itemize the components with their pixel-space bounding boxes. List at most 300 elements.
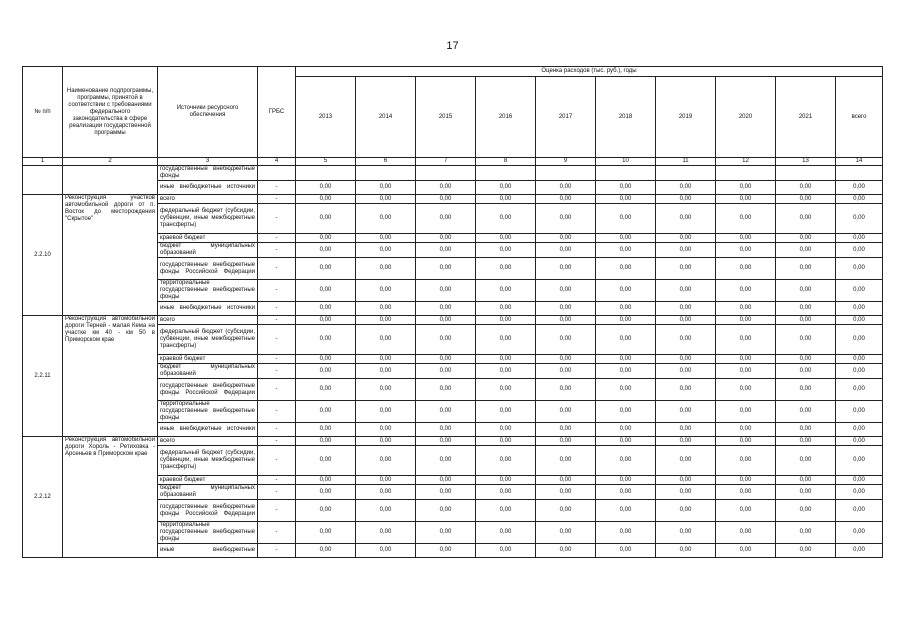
value-cell: 0,00 bbox=[356, 379, 416, 401]
value-cell: 0,00 bbox=[716, 446, 776, 476]
value-cell: 0,00 bbox=[476, 364, 536, 379]
value-cell: 0,00 bbox=[656, 204, 716, 234]
value-cell: 0,00 bbox=[776, 423, 836, 437]
column-number: 10 bbox=[596, 158, 656, 166]
source-cell: государственные внебюджетные фонды bbox=[158, 166, 258, 181]
value-cell: 0,00 bbox=[716, 544, 776, 558]
value-cell: 0,00 bbox=[476, 401, 536, 423]
value-cell: 0,00 bbox=[356, 195, 416, 204]
value-cell: 0,00 bbox=[416, 401, 476, 423]
value-cell: 0,00 bbox=[596, 485, 656, 500]
grbs-cell: - bbox=[258, 364, 296, 379]
grbs-cell: - bbox=[258, 258, 296, 280]
value-cell: 0,00 bbox=[476, 204, 536, 234]
value-cell: 0,00 bbox=[776, 522, 836, 544]
value-cell: 0,00 bbox=[356, 302, 416, 316]
value-cell: 0,00 bbox=[476, 544, 536, 558]
value-cell: 0,00 bbox=[776, 446, 836, 476]
value-cell: 0,00 bbox=[716, 364, 776, 379]
value-cell: 0,00 bbox=[836, 195, 883, 204]
value-cell: 0,00 bbox=[416, 544, 476, 558]
value-cell: 0,00 bbox=[296, 485, 356, 500]
value-cell: 0,00 bbox=[476, 181, 536, 195]
value-cell: 0,00 bbox=[416, 204, 476, 234]
source-cell: федеральный бюджет (субсидии, субвенции, иные межбюджетные трансферты) bbox=[158, 204, 258, 234]
value-cell: 0,00 bbox=[536, 258, 596, 280]
value-cell: 0,00 bbox=[536, 401, 596, 423]
source-cell: государственные внебюджетные фонды Российской Федерации bbox=[158, 258, 258, 280]
value-cell: 0,00 bbox=[836, 364, 883, 379]
page-number: 17 bbox=[446, 40, 459, 52]
value-cell: 0,00 bbox=[416, 437, 476, 446]
value-cell: 0,00 bbox=[416, 522, 476, 544]
value-cell bbox=[836, 166, 883, 181]
value-cell: 0,00 bbox=[476, 302, 536, 316]
value-cell: 0,00 bbox=[656, 423, 716, 437]
value-cell: 0,00 bbox=[656, 280, 716, 302]
value-cell: 0,00 bbox=[536, 364, 596, 379]
value-cell bbox=[476, 166, 536, 181]
value-cell: 0,00 bbox=[596, 364, 656, 379]
column-number: 7 bbox=[416, 158, 476, 166]
value-cell: 0,00 bbox=[416, 258, 476, 280]
value-cell: 0,00 bbox=[596, 500, 656, 522]
value-cell: 0,00 bbox=[596, 423, 656, 437]
value-cell: 0,00 bbox=[656, 437, 716, 446]
source-cell: иные внебюджетные bbox=[158, 544, 258, 558]
value-cell: 0,00 bbox=[476, 280, 536, 302]
value-cell: 0,00 bbox=[596, 258, 656, 280]
value-cell: 0,00 bbox=[836, 476, 883, 485]
value-cell: 0,00 bbox=[536, 243, 596, 258]
header-year: 2017 bbox=[536, 77, 596, 158]
grbs-cell: - bbox=[258, 325, 296, 355]
value-cell: 0,00 bbox=[356, 437, 416, 446]
value-cell: 0,00 bbox=[416, 316, 476, 325]
source-cell: федеральный бюджет (субсидии, субвенции, иные межбюджетные трансферты) bbox=[158, 325, 258, 355]
value-cell: 0,00 bbox=[716, 204, 776, 234]
value-cell: 0,00 bbox=[536, 423, 596, 437]
value-cell: 0,00 bbox=[296, 302, 356, 316]
value-cell: 0,00 bbox=[716, 500, 776, 522]
value-cell: 0,00 bbox=[476, 325, 536, 355]
value-cell: 0,00 bbox=[416, 195, 476, 204]
value-cell: 0,00 bbox=[536, 234, 596, 243]
value-cell: 0,00 bbox=[836, 437, 883, 446]
value-cell: 0,00 bbox=[716, 476, 776, 485]
column-number: 3 bbox=[158, 158, 258, 166]
value-cell: 0,00 bbox=[536, 437, 596, 446]
column-number: 9 bbox=[536, 158, 596, 166]
value-cell: 0,00 bbox=[356, 446, 416, 476]
grbs-cell: - bbox=[258, 544, 296, 558]
value-cell: 0,00 bbox=[296, 437, 356, 446]
source-cell: краевой бюджет bbox=[158, 355, 258, 364]
value-cell: 0,00 bbox=[536, 522, 596, 544]
value-cell: 0,00 bbox=[716, 437, 776, 446]
value-cell: 0,00 bbox=[476, 243, 536, 258]
value-cell: 0,00 bbox=[416, 423, 476, 437]
value-cell: 0,00 bbox=[776, 243, 836, 258]
header-year: 2016 bbox=[476, 77, 536, 158]
value-cell: 0,00 bbox=[776, 500, 836, 522]
value-cell: 0,00 bbox=[656, 316, 716, 325]
value-cell bbox=[656, 166, 716, 181]
source-cell: территориальные государственные внебюджетные фонды bbox=[158, 280, 258, 302]
value-cell: 0,00 bbox=[356, 325, 416, 355]
value-cell: 0,00 bbox=[476, 476, 536, 485]
table-row bbox=[23, 166, 883, 181]
value-cell: 0,00 bbox=[716, 243, 776, 258]
value-cell: 0,00 bbox=[356, 522, 416, 544]
value-cell: 0,00 bbox=[716, 195, 776, 204]
header-costs: Оценка расходов (тыс. руб.), годы bbox=[296, 67, 883, 77]
value-cell: 0,00 bbox=[716, 379, 776, 401]
column-number: 14 bbox=[836, 158, 883, 166]
value-cell: 0,00 bbox=[656, 379, 716, 401]
header-year: 2014 bbox=[356, 77, 416, 158]
value-cell: 0,00 bbox=[296, 195, 356, 204]
value-cell: 0,00 bbox=[776, 364, 836, 379]
value-cell: 0,00 bbox=[416, 446, 476, 476]
value-cell: 0,00 bbox=[776, 316, 836, 325]
header-year: 2013 bbox=[296, 77, 356, 158]
column-number: 2 bbox=[63, 158, 158, 166]
value-cell: 0,00 bbox=[536, 446, 596, 476]
value-cell: 0,00 bbox=[836, 355, 883, 364]
source-cell: государственные внебюджетные фонды Российской Федерации bbox=[158, 379, 258, 401]
value-cell: 0,00 bbox=[296, 204, 356, 234]
value-cell: 0,00 bbox=[296, 476, 356, 485]
value-cell: 0,00 bbox=[836, 500, 883, 522]
value-cell: 0,00 bbox=[356, 316, 416, 325]
grbs-cell bbox=[258, 166, 296, 181]
column-number: 13 bbox=[776, 158, 836, 166]
value-cell: 0,00 bbox=[296, 181, 356, 195]
row-number-cell bbox=[23, 166, 63, 195]
value-cell: 0,00 bbox=[296, 355, 356, 364]
value-cell: 0,00 bbox=[836, 204, 883, 234]
value-cell: 0,00 bbox=[596, 316, 656, 325]
value-cell bbox=[416, 166, 476, 181]
value-cell: 0,00 bbox=[656, 302, 716, 316]
source-cell: иные внебюджетные источники bbox=[158, 423, 258, 437]
value-cell: 0,00 bbox=[356, 258, 416, 280]
value-cell: 0,00 bbox=[536, 280, 596, 302]
source-cell: всего bbox=[158, 195, 258, 204]
value-cell: 0,00 bbox=[536, 181, 596, 195]
value-cell: 0,00 bbox=[836, 302, 883, 316]
value-cell: 0,00 bbox=[836, 379, 883, 401]
value-cell: 0,00 bbox=[296, 234, 356, 243]
value-cell: 0,00 bbox=[836, 243, 883, 258]
grbs-cell: - bbox=[258, 379, 296, 401]
value-cell: 0,00 bbox=[656, 243, 716, 258]
value-cell: 0,00 bbox=[416, 476, 476, 485]
value-cell: 0,00 bbox=[416, 181, 476, 195]
program-name-cell: Реконструкция участков автомобильной дороги от п. Восток до месторождения "Скрытое" bbox=[63, 195, 158, 316]
value-cell: 0,00 bbox=[836, 280, 883, 302]
value-cell: 0,00 bbox=[356, 364, 416, 379]
expenditure-table bbox=[22, 66, 883, 558]
value-cell: 0,00 bbox=[776, 476, 836, 485]
value-cell: 0,00 bbox=[596, 302, 656, 316]
value-cell: 0,00 bbox=[296, 544, 356, 558]
value-cell: 0,00 bbox=[476, 258, 536, 280]
value-cell: 0,00 bbox=[596, 544, 656, 558]
value-cell: 0,00 bbox=[476, 234, 536, 243]
value-cell: 0,00 bbox=[776, 204, 836, 234]
value-cell: 0,00 bbox=[416, 234, 476, 243]
value-cell: 0,00 bbox=[416, 280, 476, 302]
value-cell: 0,00 bbox=[596, 195, 656, 204]
value-cell: 0,00 bbox=[596, 379, 656, 401]
column-number: 1 bbox=[23, 158, 63, 166]
value-cell: 0,00 bbox=[656, 446, 716, 476]
row-number-cell: 2.2.11 bbox=[23, 316, 63, 437]
column-number: 8 bbox=[476, 158, 536, 166]
value-cell: 0,00 bbox=[836, 325, 883, 355]
column-number: 6 bbox=[356, 158, 416, 166]
grbs-cell: - bbox=[258, 446, 296, 476]
grbs-cell: - bbox=[258, 280, 296, 302]
value-cell: 0,00 bbox=[776, 401, 836, 423]
header-grbs: ГРБС bbox=[258, 67, 296, 158]
value-cell: 0,00 bbox=[536, 476, 596, 485]
grbs-cell: - bbox=[258, 316, 296, 325]
value-cell: 0,00 bbox=[476, 316, 536, 325]
value-cell: 0,00 bbox=[836, 485, 883, 500]
value-cell: 0,00 bbox=[596, 476, 656, 485]
value-cell: 0,00 bbox=[296, 316, 356, 325]
value-cell: 0,00 bbox=[716, 355, 776, 364]
grbs-cell: - bbox=[258, 181, 296, 195]
value-cell: 0,00 bbox=[776, 355, 836, 364]
value-cell: 0,00 bbox=[776, 485, 836, 500]
column-number: 12 bbox=[716, 158, 776, 166]
value-cell: 0,00 bbox=[596, 437, 656, 446]
value-cell: 0,00 bbox=[596, 401, 656, 423]
value-cell: 0,00 bbox=[836, 181, 883, 195]
value-cell: 0,00 bbox=[656, 325, 716, 355]
value-cell: 0,00 bbox=[356, 243, 416, 258]
source-cell: всего bbox=[158, 316, 258, 325]
column-number: 11 bbox=[656, 158, 716, 166]
value-cell: 0,00 bbox=[356, 423, 416, 437]
value-cell: 0,00 bbox=[776, 195, 836, 204]
header-name: Наименование подпрограммы, программы, принятой в соответствии с требованиями федерального законодательства в сфере реализации государственной программы bbox=[63, 67, 158, 158]
value-cell: 0,00 bbox=[776, 280, 836, 302]
column-number: 5 bbox=[296, 158, 356, 166]
source-cell: иные внебюджетные источники bbox=[158, 181, 258, 195]
value-cell: 0,00 bbox=[356, 485, 416, 500]
value-cell: 0,00 bbox=[716, 325, 776, 355]
grbs-cell: - bbox=[258, 243, 296, 258]
value-cell: 0,00 bbox=[716, 423, 776, 437]
source-cell: государственные внебюджетные фонды Российской Федерации bbox=[158, 500, 258, 522]
value-cell: 0,00 bbox=[776, 181, 836, 195]
value-cell: 0,00 bbox=[716, 181, 776, 195]
value-cell: 0,00 bbox=[836, 544, 883, 558]
header-source: Источники ресурсного обеспечения bbox=[158, 67, 258, 158]
value-cell bbox=[296, 166, 356, 181]
value-cell bbox=[356, 166, 416, 181]
grbs-cell: - bbox=[258, 437, 296, 446]
header-year: 2021 bbox=[776, 77, 836, 158]
value-cell: 0,00 bbox=[836, 401, 883, 423]
value-cell: 0,00 bbox=[656, 195, 716, 204]
value-cell: 0,00 bbox=[656, 544, 716, 558]
header-year: 2018 bbox=[596, 77, 656, 158]
value-cell: 0,00 bbox=[776, 258, 836, 280]
value-cell: 0,00 bbox=[656, 476, 716, 485]
value-cell: 0,00 bbox=[776, 325, 836, 355]
value-cell: 0,00 bbox=[656, 234, 716, 243]
source-cell: иные внебюджетные источники bbox=[158, 302, 258, 316]
grbs-cell: - bbox=[258, 423, 296, 437]
row-number-cell: 2.2.10 bbox=[23, 195, 63, 316]
value-cell: 0,00 bbox=[776, 437, 836, 446]
value-cell: 0,00 bbox=[476, 379, 536, 401]
value-cell: 0,00 bbox=[716, 485, 776, 500]
value-cell: 0,00 bbox=[716, 522, 776, 544]
source-cell: бюджет муниципальных образований bbox=[158, 485, 258, 500]
source-cell: территориальные государственные внебюджетные фонды bbox=[158, 401, 258, 423]
value-cell: 0,00 bbox=[416, 379, 476, 401]
value-cell: 0,00 bbox=[596, 234, 656, 243]
value-cell: 0,00 bbox=[296, 258, 356, 280]
value-cell: 0,00 bbox=[536, 355, 596, 364]
program-name-cell: Реконструкция автомобильной дороги Хороль - Ретиховка - Арсеньев в Приморском крае bbox=[63, 437, 158, 558]
value-cell: 0,00 bbox=[476, 437, 536, 446]
grbs-cell: - bbox=[258, 485, 296, 500]
grbs-cell: - bbox=[258, 476, 296, 485]
value-cell: 0,00 bbox=[656, 500, 716, 522]
value-cell: 0,00 bbox=[296, 423, 356, 437]
value-cell: 0,00 bbox=[596, 325, 656, 355]
value-cell: 0,00 bbox=[356, 544, 416, 558]
source-cell: краевой бюджет bbox=[158, 234, 258, 243]
value-cell bbox=[536, 166, 596, 181]
value-cell: 0,00 bbox=[476, 423, 536, 437]
value-cell: 0,00 bbox=[596, 522, 656, 544]
value-cell: 0,00 bbox=[476, 500, 536, 522]
value-cell: 0,00 bbox=[296, 522, 356, 544]
value-cell: 0,00 bbox=[356, 181, 416, 195]
value-cell: 0,00 bbox=[656, 485, 716, 500]
value-cell: 0,00 bbox=[356, 355, 416, 364]
header-year: 2020 bbox=[716, 77, 776, 158]
value-cell: 0,00 bbox=[416, 364, 476, 379]
value-cell: 0,00 bbox=[536, 316, 596, 325]
source-cell: бюджет муниципальных образований bbox=[158, 364, 258, 379]
source-cell: всего bbox=[158, 437, 258, 446]
value-cell: 0,00 bbox=[776, 379, 836, 401]
value-cell: 0,00 bbox=[476, 355, 536, 364]
value-cell: 0,00 bbox=[356, 204, 416, 234]
grbs-cell: - bbox=[258, 234, 296, 243]
value-cell: 0,00 bbox=[596, 355, 656, 364]
value-cell: 0,00 bbox=[416, 243, 476, 258]
value-cell: 0,00 bbox=[716, 316, 776, 325]
value-cell: 0,00 bbox=[656, 355, 716, 364]
value-cell: 0,00 bbox=[296, 243, 356, 258]
grbs-cell: - bbox=[258, 355, 296, 364]
value-cell: 0,00 bbox=[596, 446, 656, 476]
value-cell: 0,00 bbox=[296, 280, 356, 302]
value-cell: 0,00 bbox=[296, 364, 356, 379]
value-cell: 0,00 bbox=[596, 181, 656, 195]
header-year: всего bbox=[836, 77, 883, 158]
value-cell: 0,00 bbox=[416, 500, 476, 522]
value-cell: 0,00 bbox=[836, 522, 883, 544]
value-cell: 0,00 bbox=[716, 280, 776, 302]
value-cell: 0,00 bbox=[476, 485, 536, 500]
program-name-cell: Реконструкция автомобильной дороги Терней - малая Кема на участке км 40 - км 50 в Приморском крае bbox=[63, 316, 158, 437]
value-cell: 0,00 bbox=[596, 280, 656, 302]
source-cell: территориальные государственные внебюджетные фонды bbox=[158, 522, 258, 544]
value-cell: 0,00 bbox=[536, 500, 596, 522]
column-number: 4 bbox=[258, 158, 296, 166]
value-cell: 0,00 bbox=[836, 446, 883, 476]
value-cell: 0,00 bbox=[836, 258, 883, 280]
value-cell: 0,00 bbox=[596, 204, 656, 234]
header-year: 2015 bbox=[416, 77, 476, 158]
value-cell: 0,00 bbox=[656, 364, 716, 379]
value-cell: 0,00 bbox=[536, 302, 596, 316]
grbs-cell: - bbox=[258, 500, 296, 522]
value-cell: 0,00 bbox=[356, 280, 416, 302]
value-cell: 0,00 bbox=[656, 401, 716, 423]
grbs-cell: - bbox=[258, 302, 296, 316]
program-name-cell bbox=[63, 166, 158, 195]
value-cell bbox=[776, 166, 836, 181]
source-cell: федеральный бюджет (субсидии, субвенции, иные межбюджетные трансферты) bbox=[158, 446, 258, 476]
value-cell: 0,00 bbox=[296, 325, 356, 355]
value-cell: 0,00 bbox=[356, 476, 416, 485]
value-cell: 0,00 bbox=[416, 325, 476, 355]
table-row bbox=[23, 195, 883, 204]
value-cell: 0,00 bbox=[296, 500, 356, 522]
value-cell: 0,00 bbox=[476, 446, 536, 476]
value-cell: 0,00 bbox=[776, 302, 836, 316]
value-cell: 0,00 bbox=[476, 522, 536, 544]
value-cell: 0,00 bbox=[656, 181, 716, 195]
value-cell: 0,00 bbox=[536, 325, 596, 355]
value-cell: 0,00 bbox=[536, 485, 596, 500]
value-cell: 0,00 bbox=[356, 401, 416, 423]
value-cell: 0,00 bbox=[296, 379, 356, 401]
value-cell: 0,00 bbox=[656, 522, 716, 544]
value-cell: 0,00 bbox=[716, 258, 776, 280]
value-cell: 0,00 bbox=[416, 355, 476, 364]
value-cell: 0,00 bbox=[836, 423, 883, 437]
value-cell: 0,00 bbox=[476, 195, 536, 204]
value-cell bbox=[716, 166, 776, 181]
value-cell: 0,00 bbox=[836, 234, 883, 243]
value-cell: 0,00 bbox=[296, 401, 356, 423]
value-cell: 0,00 bbox=[776, 544, 836, 558]
grbs-cell: - bbox=[258, 401, 296, 423]
value-cell: 0,00 bbox=[416, 485, 476, 500]
grbs-cell: - bbox=[258, 204, 296, 234]
value-cell: 0,00 bbox=[836, 316, 883, 325]
value-cell: 0,00 bbox=[356, 500, 416, 522]
value-cell: 0,00 bbox=[536, 195, 596, 204]
value-cell: 0,00 bbox=[356, 234, 416, 243]
source-cell: бюджет муниципальных образований bbox=[158, 243, 258, 258]
value-cell: 0,00 bbox=[776, 234, 836, 243]
